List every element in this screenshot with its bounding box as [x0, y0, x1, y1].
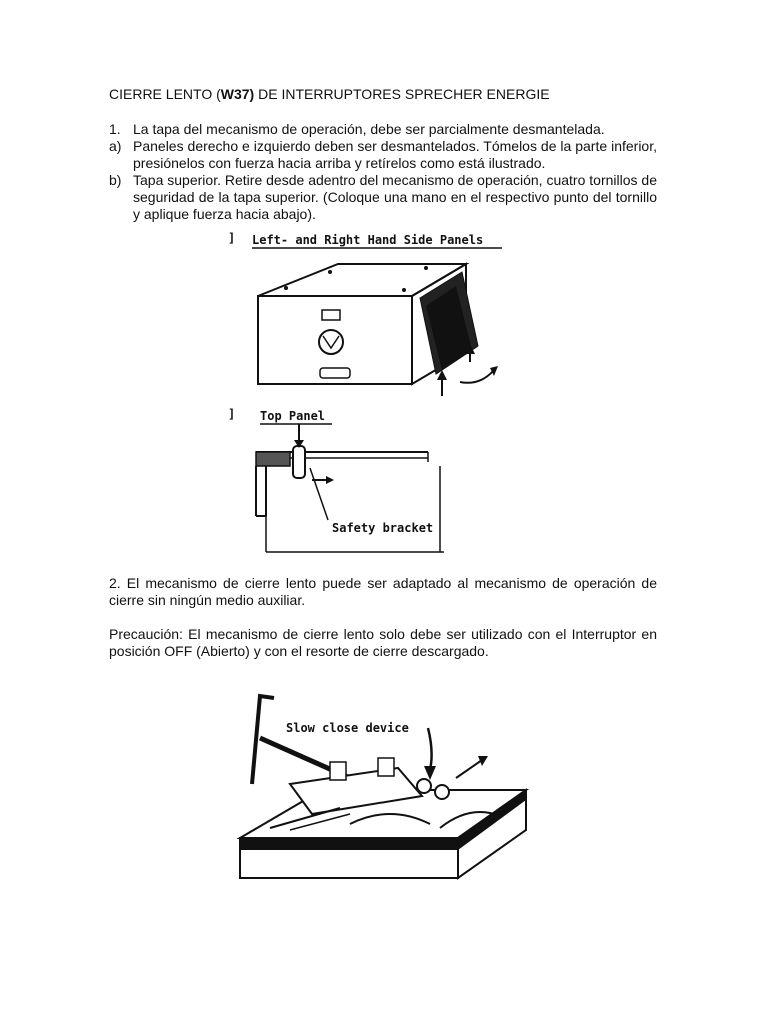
step-number: 1.	[109, 121, 121, 137]
top-panel-figure-label: Top Panel	[260, 409, 326, 423]
title-suffix: DE INTERRUPTORES SPRECHER ENERGIE	[254, 86, 550, 102]
slow-close-device-callout: Slow close device	[286, 721, 409, 735]
caution-paragraph: Precaución: El mecanismo de cierre lento solo debe ser utilizado con el Interruptor en posición OFF (Abierto) y con el resorte de cierre descargado.	[109, 626, 657, 659]
document-title	[109, 86, 669, 103]
safety-bracket-callout: Safety bracket	[332, 521, 434, 535]
figure-marker: ]	[228, 231, 236, 245]
step-text: La tapa del mecanismo de operación, debe ser parcialmente desmantelada.	[133, 121, 605, 137]
title-code: W37)	[220, 86, 255, 102]
figure-marker: ]	[228, 407, 236, 421]
step-1	[109, 121, 657, 138]
step-number: b)	[109, 172, 122, 188]
step-2-paragraph: 2. El mecanismo de cierre lento puede ser adaptado al mecanismo de operación de cierre sin ningún medio auxiliar.	[109, 575, 657, 608]
top-panel-figure	[226, 404, 456, 564]
side-panels-figure	[226, 228, 536, 408]
step-b	[109, 172, 657, 223]
panels-figure-label: Left- and Right Hand Side Panels	[252, 233, 484, 247]
step-text: Paneles derecho e izquierdo deben ser desmantelados. Tómelos de la parte inferior, presiónelos con fuerza hacia arriba y retírelos como está ilustrado.	[133, 138, 657, 171]
slow-close-device-figure	[230, 688, 540, 888]
title-prefix: CIERRE LENTO (	[109, 86, 221, 102]
step-text: Tapa superior. Retire desde adentro del mecanismo de operación, cuatro tornillos de seguridad de la tapa superior. (Coloque una mano en el respectivo punto del tornillo y aplique fuerza hacia abajo).	[133, 172, 657, 222]
step-a	[109, 138, 657, 172]
step-number: a)	[109, 138, 122, 154]
